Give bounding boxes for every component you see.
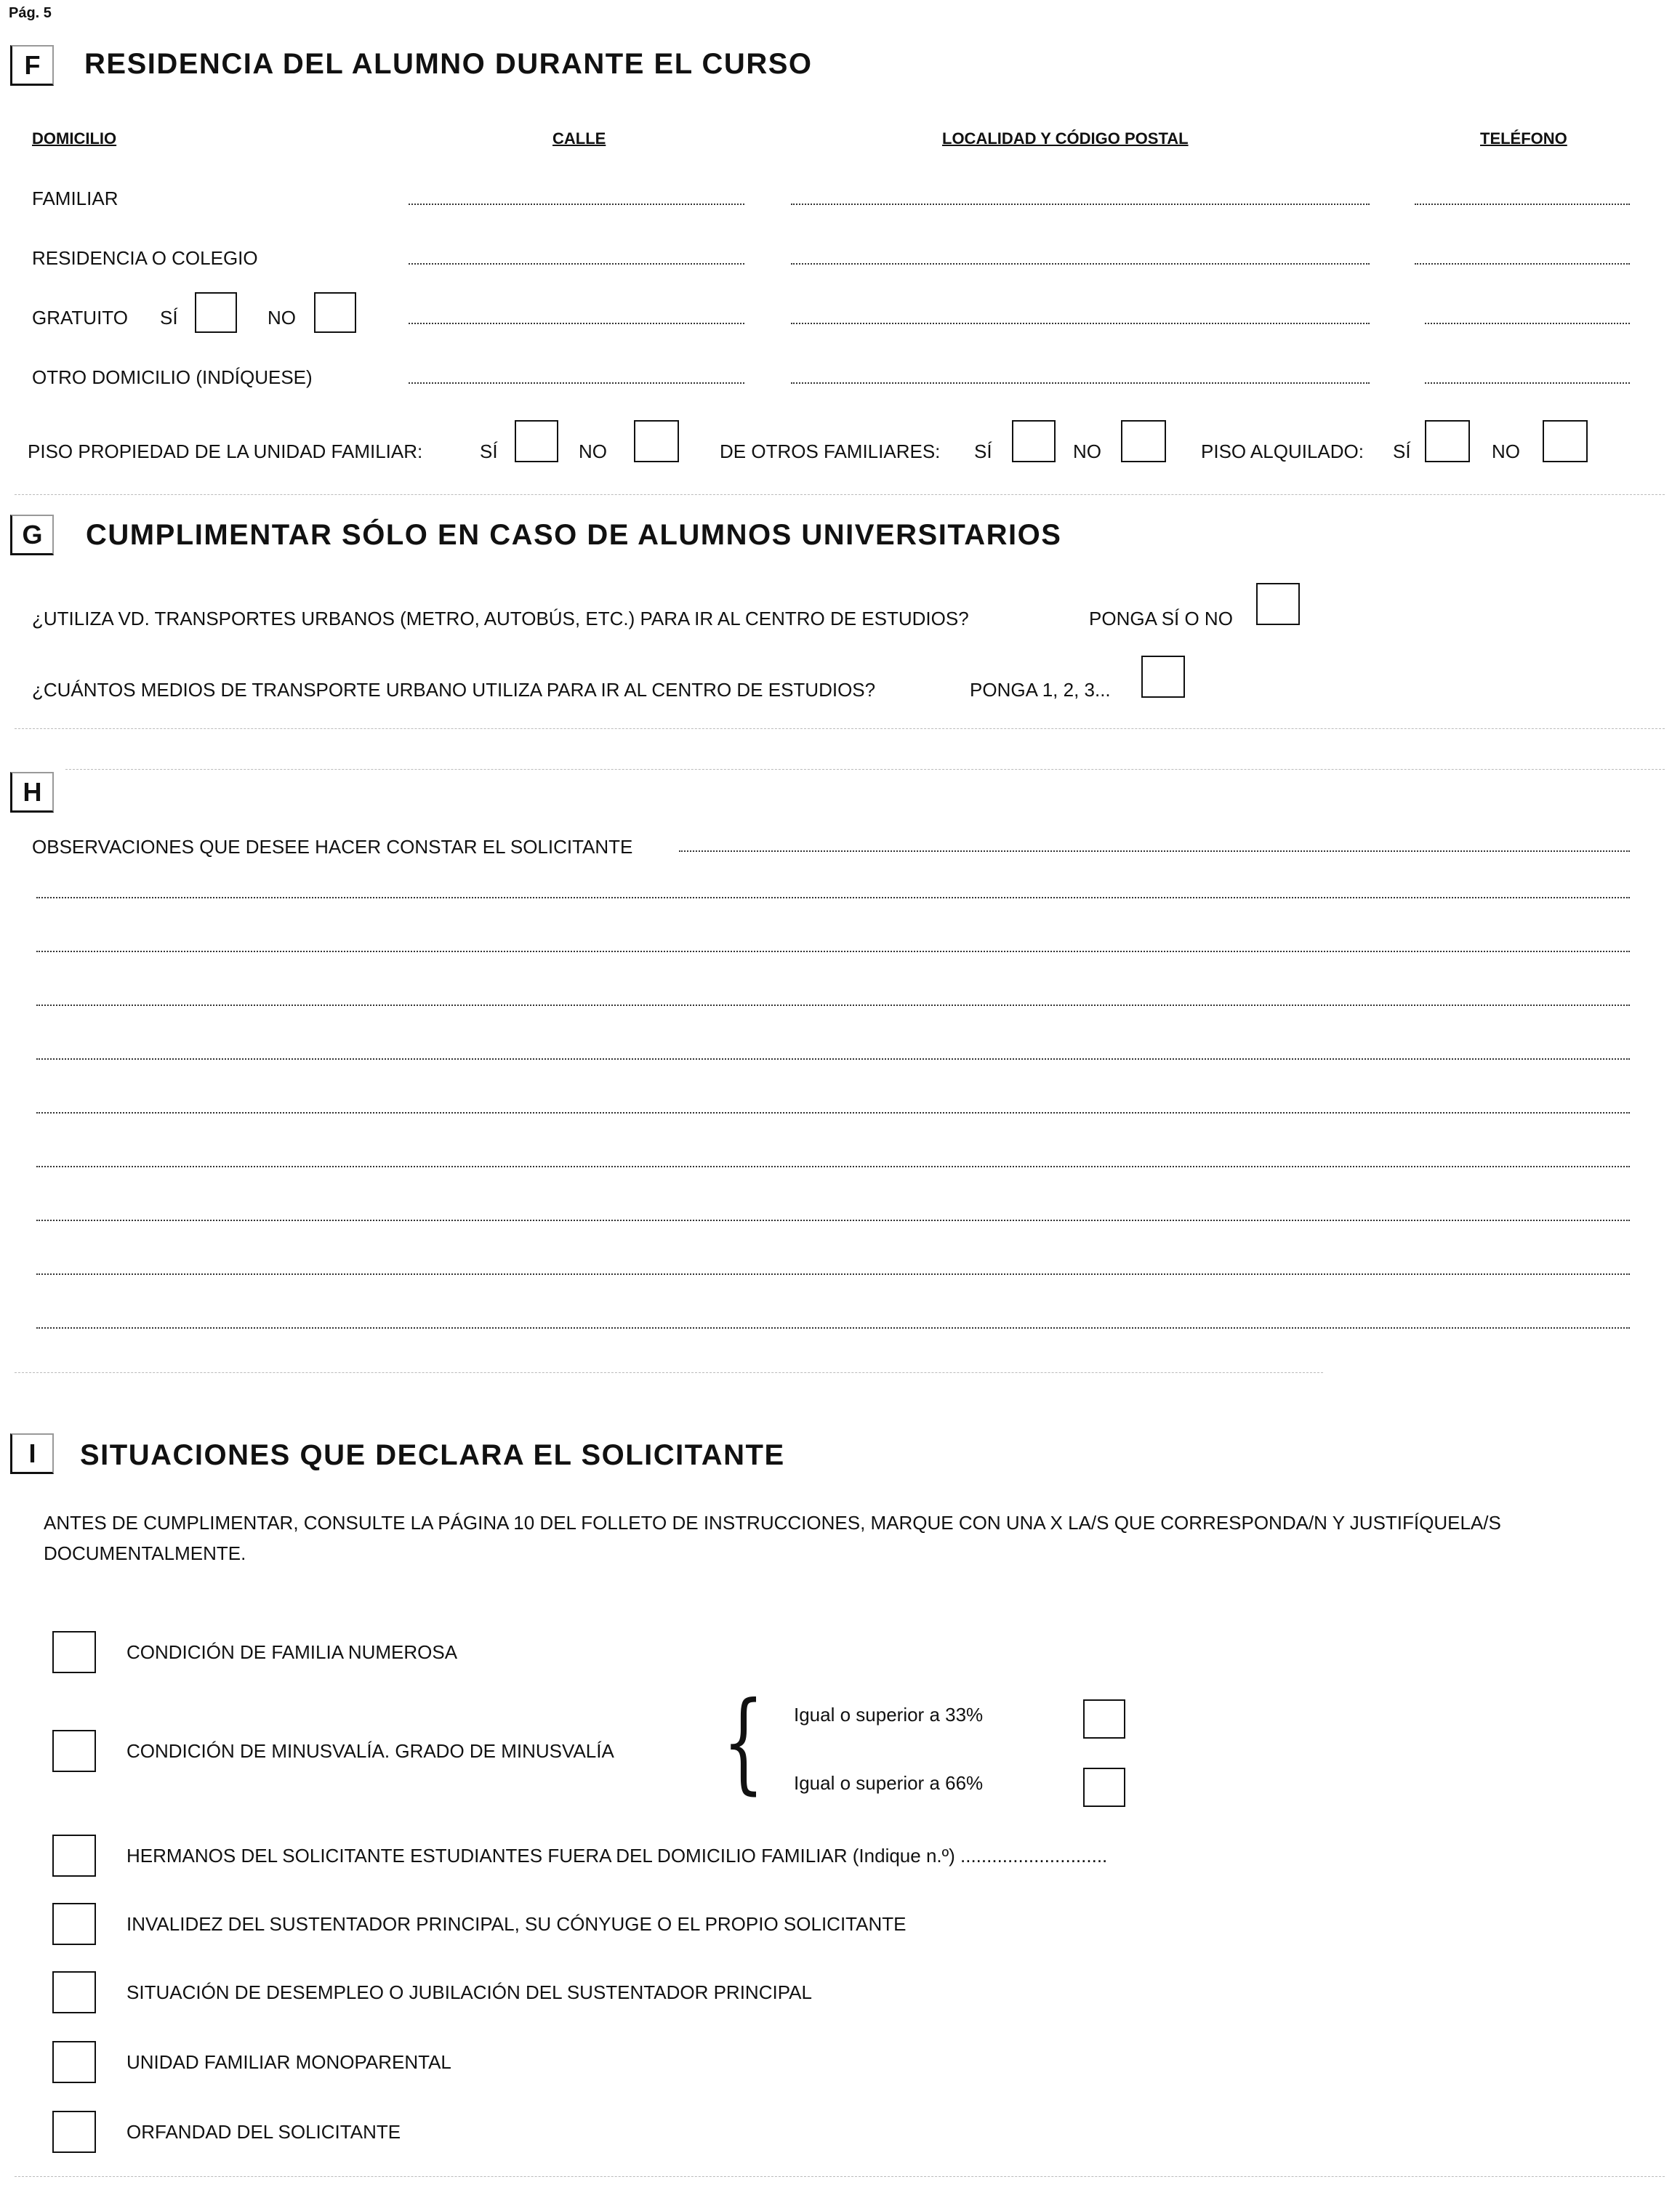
observaciones-line[interactable] <box>36 1166 1630 1167</box>
piso-alquilado-no-checkbox[interactable] <box>1543 420 1588 462</box>
observaciones-line[interactable] <box>36 1273 1630 1275</box>
col-localidad-header: LOCALIDAD Y CÓDIGO POSTAL <box>942 129 1189 148</box>
observaciones-line-first[interactable] <box>679 850 1630 852</box>
row-gratuito-label: GRATUITO <box>32 307 128 329</box>
minusvalia-66-label: Igual o superior a 66% <box>794 1772 984 1794</box>
section-f-title: RESIDENCIA DEL ALUMNO DURANTE EL CURSO <box>84 48 813 80</box>
piso-propiedad-si-label: SÍ <box>480 440 498 462</box>
piso-propiedad-no-label: NO <box>579 440 607 462</box>
otros-familiares-no-checkbox[interactable] <box>1121 420 1166 462</box>
familiar-calle-field[interactable] <box>409 204 744 205</box>
page-label: Pág. 5 <box>9 5 52 21</box>
otro-localidad-field[interactable] <box>791 382 1370 384</box>
invalidez-checkbox[interactable] <box>52 1903 96 1945</box>
familiar-localidad-field[interactable] <box>791 204 1370 205</box>
section-g-letter: G <box>10 515 54 555</box>
piso-propiedad-label: PISO PROPIEDAD DE LA UNIDAD FAMILIAR: <box>28 440 423 462</box>
otros-familiares-label: DE OTROS FAMILIARES: <box>720 440 941 462</box>
otro-telefono-field[interactable] <box>1425 382 1630 384</box>
row-otro-label: OTRO DOMICILIO (INDÍQUESE) <box>32 366 313 388</box>
observaciones-line[interactable] <box>36 951 1630 952</box>
observaciones-line[interactable] <box>36 1005 1630 1006</box>
brace-symbol: { <box>723 1679 765 1805</box>
col-domicilio-header: DOMICILIO <box>32 129 117 148</box>
desempleo-checkbox[interactable] <box>52 1971 96 2013</box>
g-question-2-hint: PONGA 1, 2, 3... <box>970 679 1111 701</box>
piso-alquilado-si-checkbox[interactable] <box>1425 420 1470 462</box>
familia-numerosa-label: CONDICIÓN DE FAMILIA NUMEROSA <box>126 1641 458 1663</box>
gratuito-no-label: NO <box>268 307 296 329</box>
hermanos-label: HERMANOS DEL SOLICITANTE ESTUDIANTES FUERA DEL DOMICILIO FAMILIAR (Indique n.º) ............................ <box>126 1845 1108 1867</box>
section-f-letter: F <box>10 45 54 86</box>
otros-familiares-si-checkbox[interactable] <box>1012 420 1056 462</box>
gratuito-localidad-field[interactable] <box>791 323 1370 324</box>
section-i-intro-line1: ANTES DE CUMPLIMENTAR, CONSULTE LA PÁGINA 10 DEL FOLLETO DE INSTRUCCIONES, MARQUE CON UNA X LA/S QUE CORRESPONDA/N Y JUSTIFÍQUELA/S <box>44 1512 1501 1534</box>
minusvalia-checkbox[interactable] <box>52 1730 96 1772</box>
section-i-letter: I <box>10 1433 54 1474</box>
gratuito-si-label: SÍ <box>160 307 178 329</box>
otros-familiares-no-label: NO <box>1073 440 1101 462</box>
col-telefono-header: TELÉFONO <box>1480 129 1567 148</box>
section-divider <box>65 769 1665 770</box>
section-divider <box>15 494 1665 495</box>
minusvalia-66-checkbox[interactable] <box>1083 1768 1125 1807</box>
row-familiar-label: FAMILIAR <box>32 188 118 209</box>
row-residencia-label: RESIDENCIA O COLEGIO <box>32 247 258 269</box>
familiar-telefono-field[interactable] <box>1415 204 1630 205</box>
hermanos-checkbox[interactable] <box>52 1835 96 1877</box>
piso-alquilado-label: PISO ALQUILADO: <box>1201 440 1364 462</box>
minusvalia-33-checkbox[interactable] <box>1083 1699 1125 1739</box>
transporte-urbano-input-box[interactable] <box>1256 583 1300 625</box>
gratuito-no-checkbox[interactable] <box>314 292 356 333</box>
section-divider <box>15 728 1665 729</box>
g-question-2: ¿CUÁNTOS MEDIOS DE TRANSPORTE URBANO UTILIZA PARA IR AL CENTRO DE ESTUDIOS? <box>32 679 876 701</box>
minusvalia-33-label: Igual o superior a 33% <box>794 1704 984 1726</box>
medios-transporte-input-box[interactable] <box>1141 656 1185 698</box>
observaciones-line[interactable] <box>36 1327 1630 1329</box>
otro-calle-field[interactable] <box>409 382 744 384</box>
orfandad-label: ORFANDAD DEL SOLICITANTE <box>126 2121 401 2143</box>
col-calle-header: CALLE <box>552 129 606 148</box>
residencia-localidad-field[interactable] <box>791 263 1370 265</box>
residencia-calle-field[interactable] <box>409 263 744 265</box>
desempleo-label: SITUACIÓN DE DESEMPLEO O JUBILACIÓN DEL SUSTENTADOR PRINCIPAL <box>126 1981 812 2003</box>
piso-alquilado-si-label: SÍ <box>1393 440 1411 462</box>
otros-familiares-si-label: SÍ <box>974 440 992 462</box>
observaciones-label: OBSERVACIONES QUE DESEE HACER CONSTAR EL SOLICITANTE <box>32 836 633 858</box>
gratuito-si-checkbox[interactable] <box>195 292 237 333</box>
invalidez-label: INVALIDEZ DEL SUSTENTADOR PRINCIPAL, SU CÓNYUGE O EL PROPIO SOLICITANTE <box>126 1913 907 1935</box>
piso-propiedad-no-checkbox[interactable] <box>634 420 679 462</box>
piso-propiedad-si-checkbox[interactable] <box>515 420 558 462</box>
observaciones-line[interactable] <box>36 897 1630 898</box>
residencia-telefono-field[interactable] <box>1415 263 1630 265</box>
observaciones-line[interactable] <box>36 1058 1630 1060</box>
section-divider <box>15 2176 1665 2177</box>
familia-numerosa-checkbox[interactable] <box>52 1631 96 1673</box>
section-g-title: CUMPLIMENTAR SÓLO EN CASO DE ALUMNOS UNIVERSITARIOS <box>86 519 1062 551</box>
observaciones-line[interactable] <box>36 1112 1630 1114</box>
gratuito-calle-field[interactable] <box>409 323 744 324</box>
minusvalia-label: CONDICIÓN DE MINUSVALÍA. GRADO DE MINUSVALÍA <box>126 1740 614 1762</box>
g-question-1: ¿UTILIZA VD. TRANSPORTES URBANOS (METRO, AUTOBÚS, ETC.) PARA IR AL CENTRO DE ESTUDIOS? <box>32 608 969 629</box>
monoparental-checkbox[interactable] <box>52 2041 96 2083</box>
observaciones-line[interactable] <box>36 1220 1630 1221</box>
orfandad-checkbox[interactable] <box>52 2111 96 2153</box>
monoparental-label: UNIDAD FAMILIAR MONOPARENTAL <box>126 2051 451 2073</box>
g-question-1-hint: PONGA SÍ O NO <box>1089 608 1233 629</box>
piso-alquilado-no-label: NO <box>1492 440 1520 462</box>
gratuito-telefono-field[interactable] <box>1425 323 1630 324</box>
section-i-intro-line2: DOCUMENTALMENTE. <box>44 1542 246 1564</box>
section-i-title: SITUACIONES QUE DECLARA EL SOLICITANTE <box>80 1439 785 1471</box>
section-h-letter: H <box>10 772 54 813</box>
section-divider <box>15 1372 1323 1373</box>
